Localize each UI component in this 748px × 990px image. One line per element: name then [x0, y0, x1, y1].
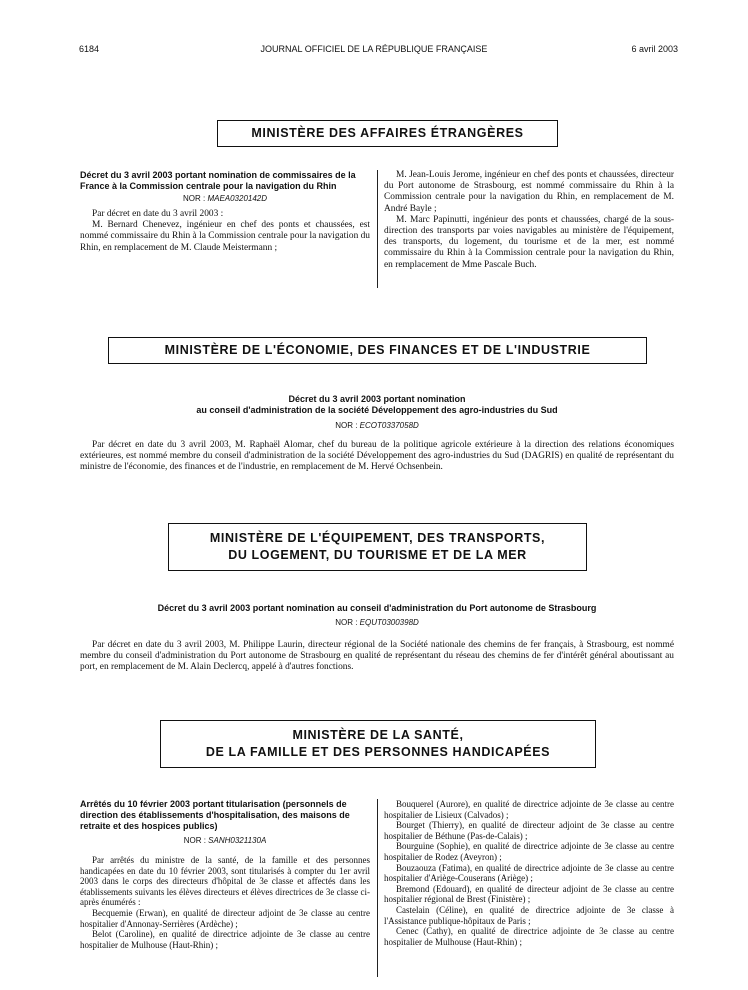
- journal-title: JOURNAL OFFICIEL DE LA RÉPUBLIQUE FRANÇAISE: [260, 44, 488, 54]
- paragraph: M. Bernard Chenevez, ingénieur en chef des ponts et chaussées, est nommé commissaire du Rhin à la Commission centrale pour la navigation du Rhin, en remplacement de M. Claude Meistermann ;: [80, 220, 370, 253]
- paragraph: Bourguine (Sophie), en qualité de directrice adjointe de 3e classe au centre hospitalier de Rodez (Aveyron) ;: [384, 841, 674, 862]
- paragraph: Par décret en date du 3 avril 2003, M. Philippe Laurin, directeur régional de la Société nationale des chemins de fer français, à Strasbourg, est nommé membre du conseil d'administration du Port autonome de Strasbourg en qualité de représentant du réseau des chemins de fer d'intérêt général aboutissant au port, en remplacement de M. Alain Declercq, appelé à d'autres fonctions.: [80, 640, 674, 673]
- nor-label: NOR :: [335, 421, 358, 430]
- paragraph: Cenec (Cathy), en qualité de directrice adjointe de 3e classe au centre hospitalier de Mulhouse (Haut-Rhin) ;: [384, 926, 674, 947]
- ministry-heading: MINISTÈRE DE L'ÉCONOMIE, DES FINANCES ET DE L'INDUSTRIE: [108, 337, 647, 364]
- nor-reference: [80, 836, 370, 845]
- paragraph: Castelain (Céline), en qualité de directrice adjointe de 3e classe à l'Assistance publique-hôpitaux de Paris ;: [384, 904, 674, 926]
- paragraph: Par décret en date du 3 avril 2003, M. Raphaël Alomar, chef du bureau de la politique agricole extérieure à la direction des relations économiques extérieures, est nommé membre du conseil d'administration de la société Développement des agro-industries du Sud (DAGRIS) en qualité de représentant du ministre de l'économie, des finances et de l'industrie, en remplacement de M. Hervé Ochsenbein.: [80, 440, 674, 473]
- ministry-heading: [168, 523, 587, 571]
- ministry-heading-line: DU LOGEMENT, DU TOURISME ET DE LA MER: [228, 548, 527, 562]
- issue-date: 6 avril 2003: [631, 44, 678, 54]
- right-column: [384, 170, 674, 271]
- nor-reference: [80, 618, 674, 627]
- ministry-heading: [160, 720, 596, 768]
- ministry-heading-line: DE LA FAMILLE ET DES PERSONNES HANDICAPÉES: [205, 745, 551, 759]
- ministry-heading-line: MINISTÈRE DE LA SANTÉ,: [292, 728, 464, 742]
- paragraph: M. Marc Papinutti, ingénieur des ponts et chaussées, chargé de la sous-direction des transports par voies navigables au ministère de l'équipement, des transports, du logement, du tourisme et de la mer, est nommé commissaire du Rhin à la Commission centrale pour la navigation du Rhin, en remplacement de Mme Pascale Buch.: [384, 214, 674, 270]
- ministry-heading-line: MINISTÈRE DE L'ÉQUIPEMENT, DES TRANSPORTS,: [209, 531, 546, 545]
- decree-title: [80, 394, 674, 416]
- right-column: [384, 799, 674, 947]
- nor-code: SANH0321130A: [208, 836, 267, 845]
- ministry-heading: MINISTÈRE DES AFFAIRES ÉTRANGÈRES: [217, 120, 558, 147]
- decree-title-line: Décret du 3 avril 2003 portant nomination: [288, 394, 466, 404]
- paragraph: Par décret en date du 3 avril 2003 :: [92, 209, 224, 219]
- decree-title: Décret du 3 avril 2003 portant nomination au conseil d'administration du Port autonome de Strasbourg: [157, 603, 597, 613]
- paragraph: Bouquerel (Aurore), en qualité de directrice adjointe de 3e classe au centre hospitalier de Lisieux (Calvados) ;: [384, 799, 674, 820]
- paragraph: Bremond (Edouard), en qualité de directeur adjoint de 3e classe au centre hospitalier régional de Brest (Finistère) ;: [384, 883, 674, 905]
- nor-code: MAEA0320142D: [207, 194, 268, 203]
- paragraph: Bourget (Thierry), en qualité de directeur adjoint de 3e classe au centre hospitalier de Béthune (Pas-de-Calais) ;: [384, 820, 674, 841]
- paragraph: M. Jean-Louis Jerome, ingénieur en chef des ponts et chaussées, directeur du Port autonome de Strasbourg, est nommé commissaire du Rhin à la Commission centrale pour la navigation du Rhin, en remplacement de M. André Bayle ;: [384, 170, 674, 214]
- left-column: [80, 799, 370, 950]
- paragraph: Bouzaouza (Fatima), en qualité de directrice adjointe de 3e classe au centre hospitalier d'Ariège-Couserans (Ariège) ;: [384, 862, 674, 884]
- nor-code: ECOT0337058D: [359, 421, 419, 430]
- nor-reference: [80, 421, 674, 430]
- decree-title: Décret du 3 avril 2003 portant nomination de commissaires de la France à la Commission centrale pour la navigation du Rhin: [80, 170, 356, 191]
- left-column: [80, 170, 370, 254]
- nor-label: NOR :: [335, 618, 358, 627]
- column-divider: [377, 799, 378, 977]
- nor-label: NOR :: [182, 194, 206, 203]
- paragraph: Becquemie (Erwan), en qualité de directeur adjoint de 3e classe au centre hospitalier d'Annonay-Serrières (Ardèche) ;: [80, 907, 370, 929]
- decree-title: Arrêtés du 10 février 2003 portant titularisation (personnels de direction des établissements d'hospitalisation, des maisons de retraite et des hospices publics): [80, 799, 350, 831]
- column-divider: [377, 170, 378, 288]
- page-number: 6184: [79, 44, 100, 54]
- nor-label: NOR :: [183, 836, 206, 845]
- decree-title-line: au conseil d'administration de la société Développement des agro-industries du Sud: [196, 405, 558, 415]
- nor-reference: [80, 194, 370, 203]
- paragraph: Belot (Caroline), en qualité de directrice adjointe de 3e classe au centre hospitalier de Mulhouse (Haut-Rhin) ;: [80, 929, 370, 950]
- paragraph: Par arrêtés du ministre de la santé, de la famille et des personnes handicapées en date du 10 février 2003, sont titularisés à compter du 1er avril 2003 dans le corps des directeurs d'hôpital de 3e classe et affectés dans les établissements suivants les élèves directeurs et élèves directrices de 3e classe ci-après énumérés :: [80, 855, 370, 908]
- nor-code: EQUT0300398D: [359, 618, 419, 627]
